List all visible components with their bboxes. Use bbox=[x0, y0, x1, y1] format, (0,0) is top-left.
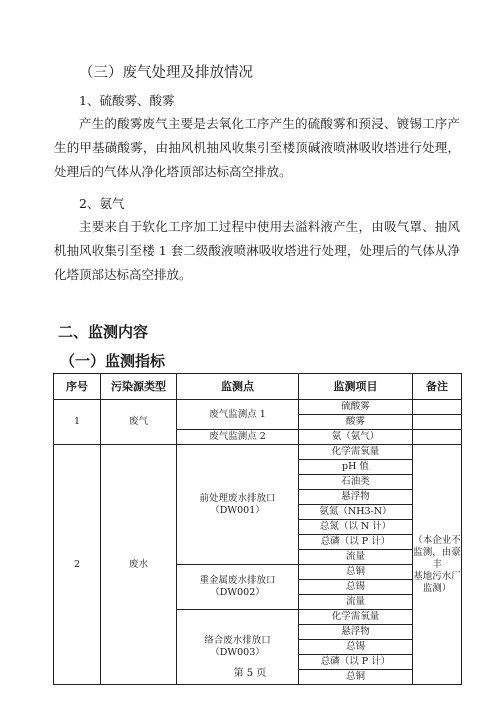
cell-monitor-item: 氨（氨气） bbox=[299, 430, 413, 445]
cell-no: 1 bbox=[54, 400, 101, 445]
cell-no: 2 bbox=[54, 445, 101, 685]
monitoring-table bbox=[53, 373, 462, 685]
cell-monitor-item: 悬浮物 bbox=[299, 490, 413, 505]
cell-source-type: 废水 bbox=[101, 445, 177, 685]
item-title-acid-mist: 1、硫酸雾、酸雾 bbox=[79, 93, 175, 108]
cell-monitor-item: 流量 bbox=[299, 595, 413, 610]
cell-monitor-item: 总铜 bbox=[299, 565, 413, 580]
subsection-title-indicators: （一）监测指标 bbox=[60, 352, 166, 370]
header-source-type: 污染源类型 bbox=[101, 374, 177, 400]
header-no: 序号 bbox=[54, 374, 101, 400]
cell-remark bbox=[413, 400, 462, 415]
point-code: （DW003） bbox=[210, 647, 265, 658]
table-row bbox=[54, 400, 462, 415]
point-name: 重金属废水排放口 bbox=[199, 575, 276, 586]
cell-monitor-item: 酸雾 bbox=[299, 415, 413, 430]
cell-monitor-item: pH 值 bbox=[299, 460, 413, 475]
cell-monitor-item: 总磷（以 P 计） bbox=[299, 535, 413, 550]
cell-monitor-point: 废气监测点 1 bbox=[177, 400, 299, 430]
cell-monitor-item: 氨氮（NH3-N） bbox=[299, 505, 413, 520]
table-header-row bbox=[54, 374, 462, 400]
cell-monitor-point bbox=[177, 565, 299, 610]
cell-monitor-item: 总铜 bbox=[299, 670, 413, 685]
cell-remark-note bbox=[413, 445, 462, 685]
table-row bbox=[54, 445, 462, 460]
cell-remark bbox=[413, 430, 462, 445]
note-line: （本企业不 bbox=[413, 534, 461, 546]
cell-monitor-item: 总氮（以 N 计） bbox=[299, 520, 413, 535]
cell-monitor-item: 悬浮物 bbox=[299, 625, 413, 640]
header-remark: 备注 bbox=[413, 374, 462, 400]
note-line: 监测，由豪丰 bbox=[413, 546, 461, 570]
header-monitor-item: 监测项目 bbox=[299, 374, 413, 400]
item-title-ammonia: 2、氨气 bbox=[79, 196, 125, 211]
point-code: （DW002） bbox=[210, 587, 265, 598]
cell-monitor-point: 废气监测点 2 bbox=[177, 430, 299, 445]
point-name: 络合废水排放口 bbox=[204, 635, 271, 646]
cell-source-type: 废气 bbox=[101, 400, 177, 445]
cell-monitor-item: 化学需氧量 bbox=[299, 610, 413, 625]
point-name: 前处理废水排放口 bbox=[199, 492, 276, 504]
page-number: 第 5 页 bbox=[233, 668, 267, 679]
cell-monitor-point bbox=[177, 445, 299, 565]
section-title-exhaust: （三）废气处理及排放情况 bbox=[79, 65, 253, 81]
cell-remark bbox=[413, 415, 462, 430]
section-title-monitoring: 二、监测内容 bbox=[58, 323, 149, 341]
cell-monitor-item: 总锡 bbox=[299, 640, 413, 655]
cell-monitor-item: 总磷（以 P 计） bbox=[299, 655, 413, 670]
cell-monitor-item: 石油类 bbox=[299, 475, 413, 490]
cell-monitor-item: 化学需氧量 bbox=[299, 445, 413, 460]
header-monitor-point: 监测点 bbox=[177, 374, 299, 400]
cell-monitor-item: 流量 bbox=[299, 550, 413, 565]
cell-monitor-item: 硫酸雾 bbox=[299, 400, 413, 415]
paragraph-ammonia: 主要来自于软化工序加工过程中使用去溢料液产生，由吸气罩、抽风机抽风收集引至楼 1 套二级酸液喷淋吸收塔进行处理，处理后的气体从净化塔顶部达标高空排放。 bbox=[54, 219, 460, 282]
note-line: 基地污水厂 bbox=[413, 570, 461, 582]
note-line: 监测） bbox=[422, 582, 452, 594]
point-code: （DW001） bbox=[210, 504, 265, 516]
paragraph-acid-mist: 产生的酸雾废气主要是去氧化工序产生的硫酸雾和预浸、镀锡工序产生的甲基磺酸雾，由抽风机抽风收集引至楼顶碱液喷淋吸收塔进行处理，处理后的气体从净化塔顶部达标高空排放。 bbox=[54, 116, 460, 179]
cell-monitor-item: 总锡 bbox=[299, 580, 413, 595]
